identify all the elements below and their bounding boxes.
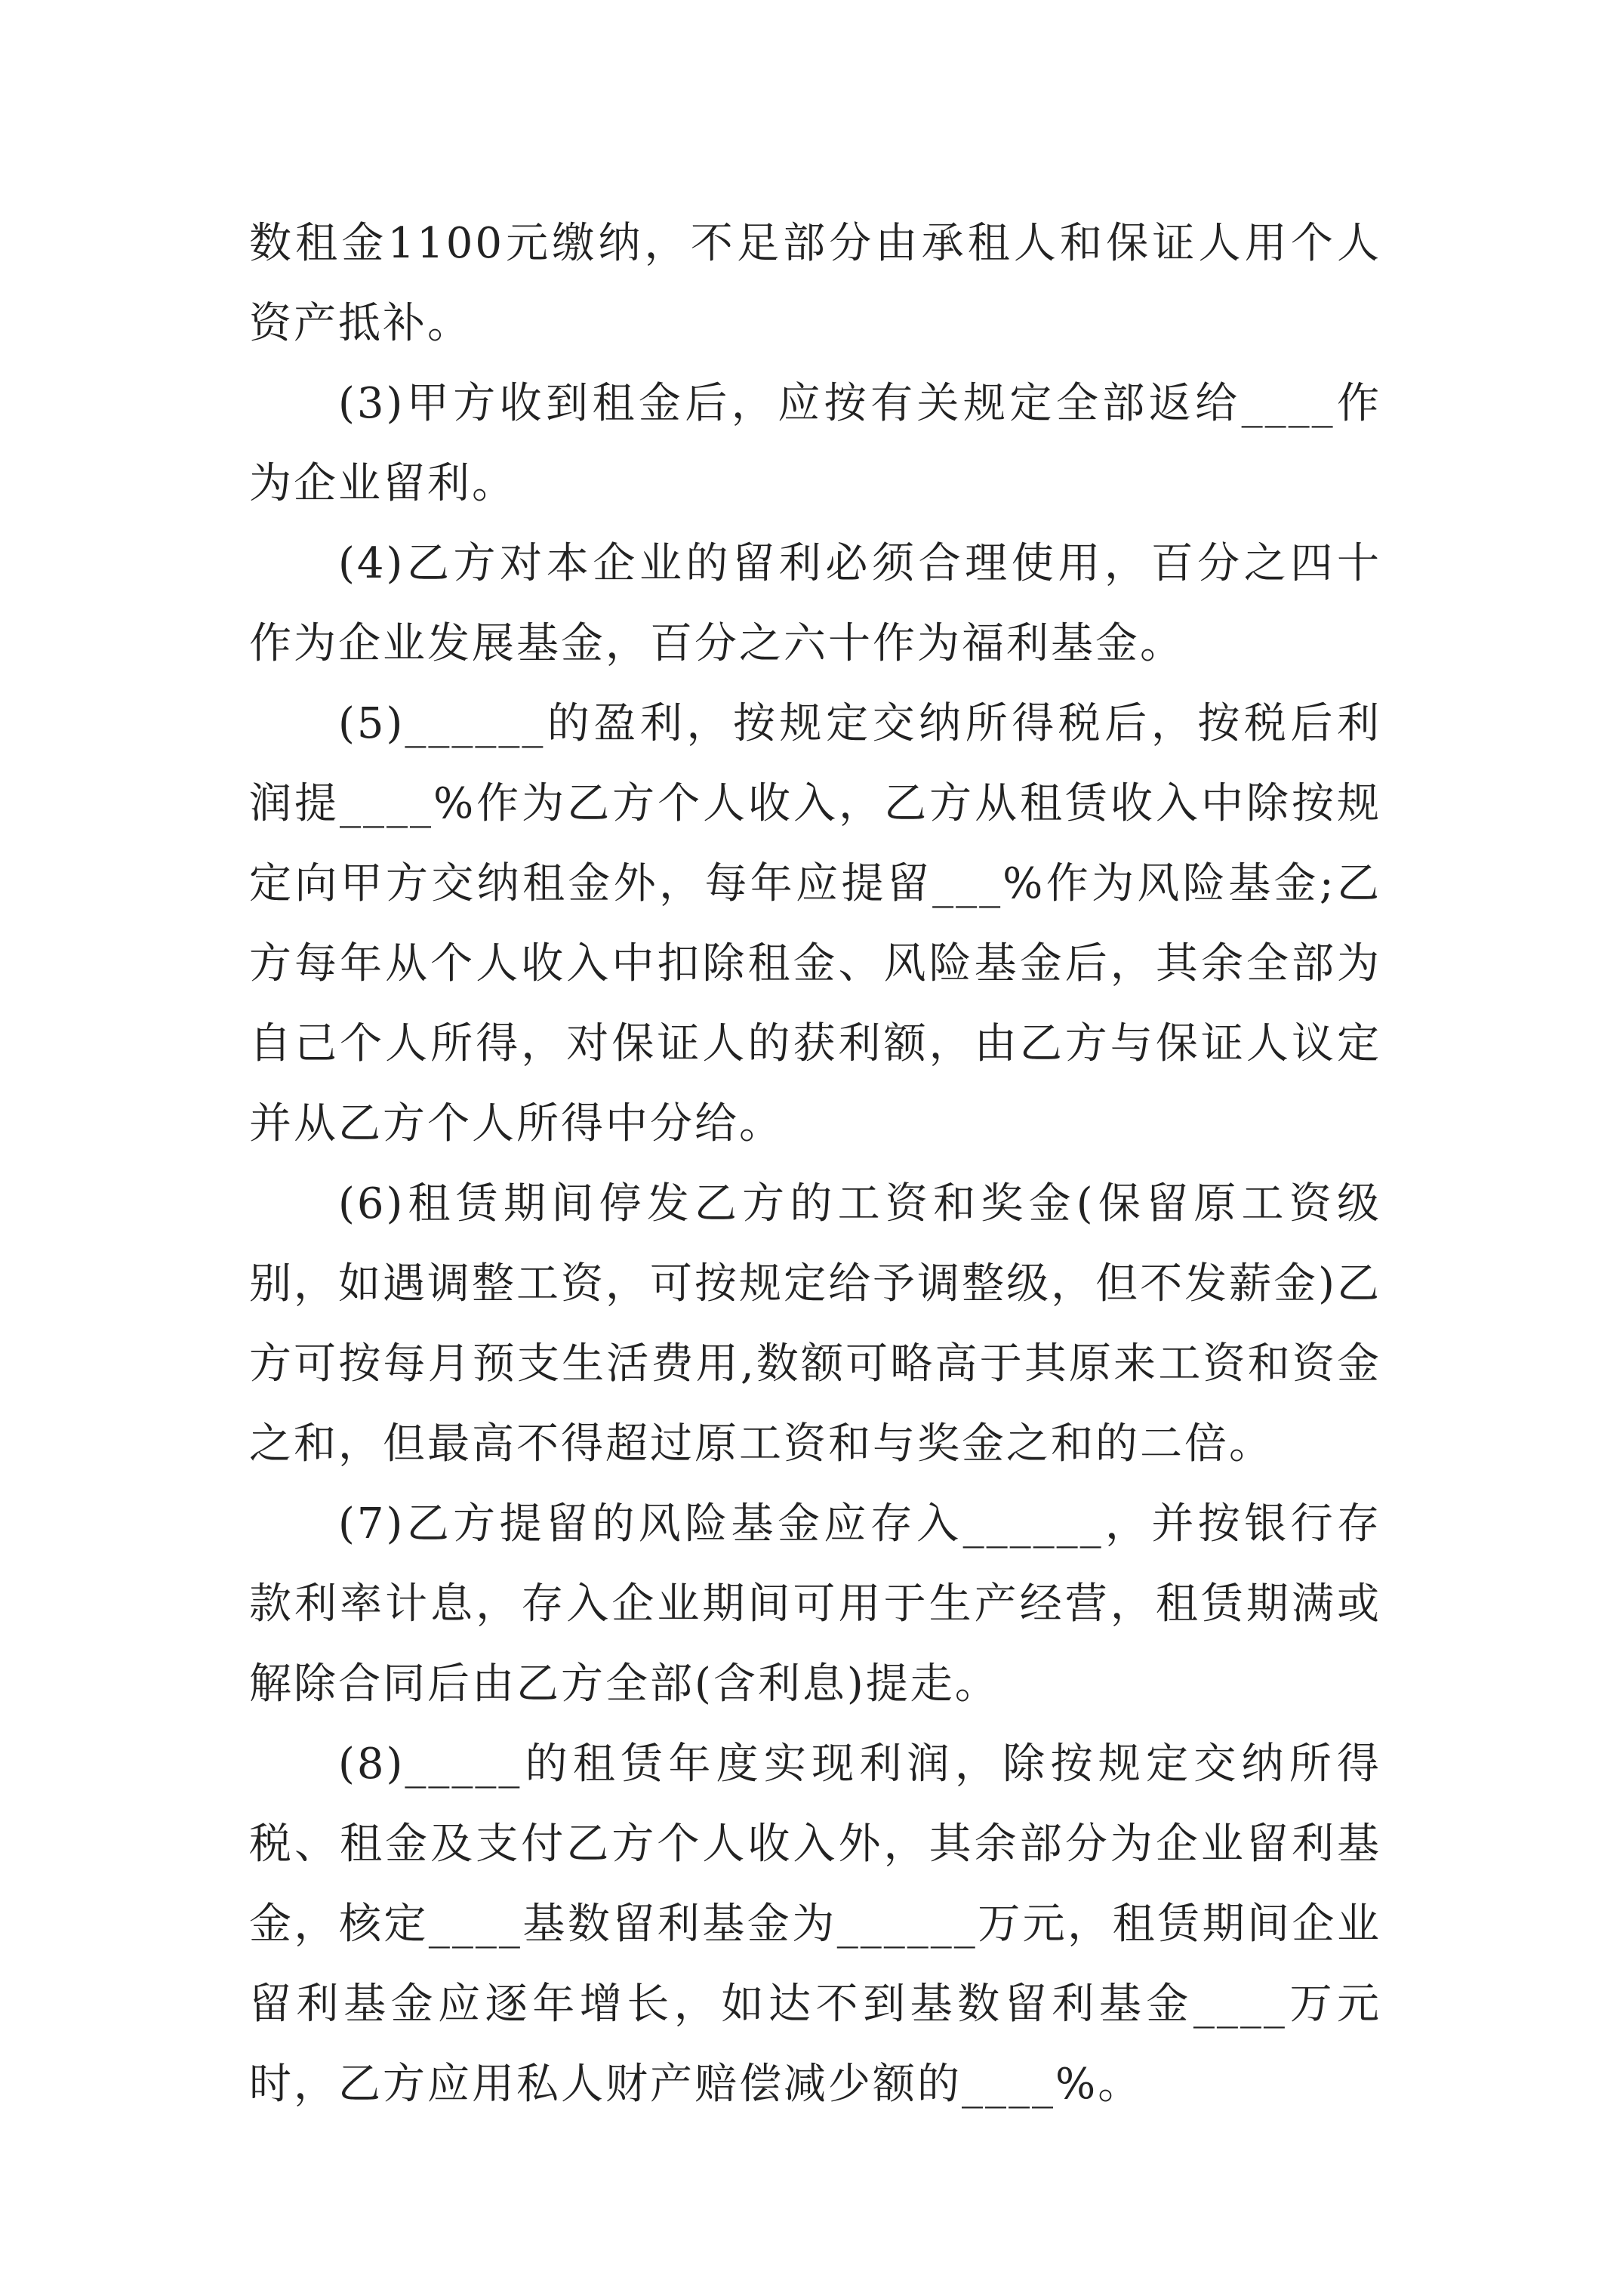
paragraph-item-4: (4)乙方对本企业的留利必须合理使用，百分之四十作为企业发展基金，百分之六十作为福利基金。 — [249, 539, 1381, 668]
paragraph-item-7: (7)乙方提留的风险基金应存入______，并按银行存款利率计息，存入企业期间可用于生产经营，租赁期满或解除合同后由乙方全部(含利息)提走。 — [249, 1499, 1381, 1709]
document-page — [249, 204, 1381, 2125]
paragraph-item-5: (5)______的盈利，按规定交纳所得税后，按税后利润提____%作为乙方个人收入，乙方从租赁收入中除按规定向甲方交纳租金外，每年应提留___%作为风险基金;乙方每年从个人收入中扣除租金、风险基金后，其余全部为自己个人所得，对保证人的获利额，由乙方与保证人议定并从乙方个人所得中分给。 — [249, 699, 1381, 1148]
paragraph-item-6: (6)租赁期间停发乙方的工资和奖金(保留原工资级别，如遇调整工资，可按规定给予调整级，但不发薪金)乙方可按每月预支生活费用,数额可略高于其原来工资和资金之和，但最高不得超过原工资和与奖金之和的二倍。 — [249, 1179, 1381, 1469]
paragraph-item-8: (8)_____的租赁年度实现利润，除按规定交纳所得税、租金及支付乙方个人收入外，其余部分为企业留利基金，核定____基数留利基金为______万元，租赁期间企业留利基金应逐年增长，如达不到基数留利基金____万元时，乙方应用私人财产赔偿减少额的____%。 — [249, 1740, 1381, 2109]
paragraph-continuation: 数租金1100元缴纳，不足部分由承租人和保证人用个人资产抵补。 — [249, 219, 1381, 348]
paragraph-item-3: (3)甲方收到租金后，应按有关规定全部返给____作为企业留利。 — [249, 379, 1381, 508]
